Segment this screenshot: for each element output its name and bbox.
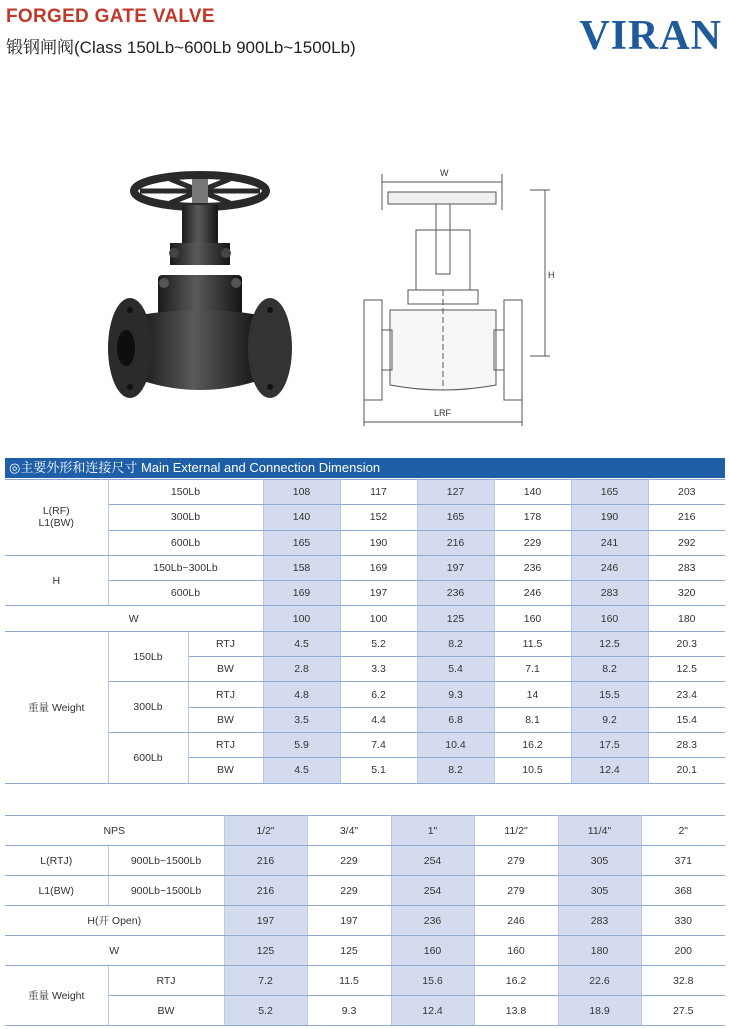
table-row <box>5 631 725 656</box>
value-cell: 4.8 <box>263 682 340 707</box>
value-cell: 3/4" <box>307 816 391 846</box>
value-cell: 216 <box>224 846 307 876</box>
value-cell: 6.8 <box>417 707 494 732</box>
value-cell: 160 <box>571 606 648 631</box>
value-cell: 20.1 <box>648 758 725 783</box>
row-label-width: W <box>5 606 263 631</box>
type-cell: BW <box>188 758 263 783</box>
class-cell: 300Lb <box>108 505 263 530</box>
value-cell: 283 <box>558 906 641 936</box>
table-row <box>5 996 725 1026</box>
value-cell: 236 <box>391 906 474 936</box>
value-cell: 229 <box>494 530 571 555</box>
value-cell: 152 <box>340 505 417 530</box>
value-cell: 12.5 <box>648 657 725 682</box>
value-cell: 292 <box>648 530 725 555</box>
h-dim-label: H <box>548 270 555 280</box>
class-cell: 600Lb <box>108 732 188 783</box>
type-cell: RTJ <box>188 682 263 707</box>
table-row <box>5 581 725 606</box>
value-cell: 100 <box>340 606 417 631</box>
value-cell: 320 <box>648 581 725 606</box>
value-cell: 279 <box>474 846 558 876</box>
value-cell: 7.2 <box>224 966 307 996</box>
value-cell: 117 <box>340 480 417 505</box>
value-cell: 12.4 <box>391 996 474 1026</box>
value-cell: 125 <box>224 936 307 966</box>
table-row <box>5 936 725 966</box>
value-cell: 140 <box>263 505 340 530</box>
value-cell: 203 <box>648 480 725 505</box>
value-cell: 5.4 <box>417 657 494 682</box>
page-title: FORGED GATE VALVE <box>6 6 215 27</box>
value-cell: 9.2 <box>571 707 648 732</box>
value-cell: 22.6 <box>558 966 641 996</box>
value-cell: 15.5 <box>571 682 648 707</box>
value-cell: 9.3 <box>417 682 494 707</box>
class-cell: 150Lb <box>108 631 188 682</box>
value-cell: 11/4" <box>558 816 641 846</box>
value-cell: 13.8 <box>474 996 558 1026</box>
value-cell: 246 <box>494 581 571 606</box>
section-heading: ◎主要外形和连接尺寸 Main External and Connection Dimension <box>5 458 725 478</box>
table-row <box>5 906 725 936</box>
table-row <box>5 606 725 631</box>
table-row <box>5 505 725 530</box>
value-cell: 305 <box>558 876 641 906</box>
value-cell: 246 <box>571 555 648 580</box>
value-cell: 127 <box>417 480 494 505</box>
value-cell: 241 <box>571 530 648 555</box>
value-cell: 283 <box>571 581 648 606</box>
value-cell: 229 <box>307 876 391 906</box>
value-cell: 125 <box>307 936 391 966</box>
value-cell: 9.3 <box>307 996 391 1026</box>
type-cell: BW <box>188 707 263 732</box>
value-cell: 160 <box>494 606 571 631</box>
w-dim-label: W <box>440 168 449 178</box>
value-cell: 10.5 <box>494 758 571 783</box>
value-cell: 368 <box>641 876 725 906</box>
value-cell: 160 <box>391 936 474 966</box>
value-cell: 371 <box>641 846 725 876</box>
type-cell: BW <box>108 996 224 1026</box>
table-row <box>5 816 725 846</box>
value-cell: 10.4 <box>417 732 494 757</box>
value-cell: 12.4 <box>571 758 648 783</box>
table-row <box>5 966 725 996</box>
value-cell: 2" <box>641 816 725 846</box>
row-label: L1(BW) <box>5 876 108 906</box>
value-cell: 8.2 <box>571 657 648 682</box>
value-cell: 283 <box>648 555 725 580</box>
value-cell: 236 <box>417 581 494 606</box>
table-row <box>5 555 725 580</box>
class-cell: 150Lb~300Lb <box>108 555 263 580</box>
row-label-length: L(RF) L1(BW) <box>5 480 108 556</box>
class-cell: 300Lb <box>108 682 188 733</box>
value-cell: 5.2 <box>340 631 417 656</box>
row-label: H(开 Open) <box>5 906 224 936</box>
value-cell: 197 <box>340 581 417 606</box>
value-cell: 197 <box>307 906 391 936</box>
value-cell: 15.6 <box>391 966 474 996</box>
value-cell: 32.8 <box>641 966 725 996</box>
value-cell: 23.4 <box>648 682 725 707</box>
value-cell: 165 <box>417 505 494 530</box>
value-cell: 1/2" <box>224 816 307 846</box>
value-cell: 1" <box>391 816 474 846</box>
value-cell: 305 <box>558 846 641 876</box>
table-row <box>5 846 725 876</box>
value-cell: 8.2 <box>417 631 494 656</box>
class-cell: 600Lb <box>108 581 263 606</box>
value-cell: 11.5 <box>307 966 391 996</box>
dimension-drawing <box>350 160 570 430</box>
value-cell: 8.1 <box>494 707 571 732</box>
row-label-height: H <box>5 555 108 606</box>
value-cell: 16.2 <box>474 966 558 996</box>
value-cell: 5.9 <box>263 732 340 757</box>
value-cell: 169 <box>263 581 340 606</box>
table-row <box>5 682 725 707</box>
value-cell: 229 <box>307 846 391 876</box>
table-row <box>5 732 725 757</box>
value-cell: 197 <box>417 555 494 580</box>
page-subtitle: 锻钢闸阀(Class 150Lb~600Lb 900Lb~1500Lb) <box>6 38 356 57</box>
value-cell: 160 <box>474 936 558 966</box>
value-cell: 6.2 <box>340 682 417 707</box>
value-cell: 236 <box>494 555 571 580</box>
value-cell: 11/2" <box>474 816 558 846</box>
table-row <box>5 530 725 555</box>
value-cell: 20.3 <box>648 631 725 656</box>
table-row <box>5 876 725 906</box>
row-label: W <box>5 936 224 966</box>
value-cell: 169 <box>340 555 417 580</box>
high-class-body <box>5 816 725 1026</box>
value-cell: 11.5 <box>494 631 571 656</box>
main-dimension-table <box>5 479 725 784</box>
value-cell: 197 <box>224 906 307 936</box>
type-cell: RTJ <box>108 966 224 996</box>
value-cell: 216 <box>224 876 307 906</box>
value-cell: 180 <box>558 936 641 966</box>
value-cell: 14 <box>494 682 571 707</box>
value-cell: 216 <box>417 530 494 555</box>
class-cell: 600Lb <box>108 530 263 555</box>
value-cell: 2.8 <box>263 657 340 682</box>
value-cell: 4.5 <box>263 758 340 783</box>
value-cell: 165 <box>263 530 340 555</box>
value-cell: 16.2 <box>494 732 571 757</box>
row-label-weight: 重量 Weight <box>5 966 108 1026</box>
value-cell: 165 <box>571 480 648 505</box>
value-cell: 4.5 <box>263 631 340 656</box>
table-row <box>5 480 725 505</box>
value-cell: 158 <box>263 555 340 580</box>
valve-photo <box>100 165 300 425</box>
main-dimension-body <box>5 480 725 784</box>
value-cell: 28.3 <box>648 732 725 757</box>
value-cell: 216 <box>648 505 725 530</box>
value-cell: 246 <box>474 906 558 936</box>
type-cell: BW <box>188 657 263 682</box>
value-cell: 3.5 <box>263 707 340 732</box>
value-cell: 18.9 <box>558 996 641 1026</box>
value-cell: 15.4 <box>648 707 725 732</box>
value-cell: 8.2 <box>417 758 494 783</box>
high-class-table <box>5 815 725 1026</box>
value-cell: 5.1 <box>340 758 417 783</box>
value-cell: 4.4 <box>340 707 417 732</box>
value-cell: 190 <box>340 530 417 555</box>
value-cell: 254 <box>391 846 474 876</box>
value-cell: 7.1 <box>494 657 571 682</box>
value-cell: 190 <box>571 505 648 530</box>
nps-label: NPS <box>5 816 224 846</box>
value-cell: 200 <box>641 936 725 966</box>
value-cell: 178 <box>494 505 571 530</box>
value-cell: 330 <box>641 906 725 936</box>
brand-logo: VIRAN <box>579 13 722 59</box>
value-cell: 7.4 <box>340 732 417 757</box>
type-cell: RTJ <box>188 732 263 757</box>
value-cell: 140 <box>494 480 571 505</box>
class-cell: 900Lb~1500Lb <box>108 846 224 876</box>
value-cell: 5.2 <box>224 996 307 1026</box>
value-cell: 27.5 <box>641 996 725 1026</box>
value-cell: 180 <box>648 606 725 631</box>
value-cell: 12.5 <box>571 631 648 656</box>
value-cell: 254 <box>391 876 474 906</box>
type-cell: RTJ <box>188 631 263 656</box>
row-label-weight: 重量 Weight <box>5 631 108 783</box>
l-dim-label: LRF <box>434 408 452 418</box>
value-cell: 3.3 <box>340 657 417 682</box>
value-cell: 17.5 <box>571 732 648 757</box>
value-cell: 279 <box>474 876 558 906</box>
value-cell: 108 <box>263 480 340 505</box>
value-cell: 100 <box>263 606 340 631</box>
class-cell: 150Lb <box>108 480 263 505</box>
value-cell: 125 <box>417 606 494 631</box>
row-label: L(RTJ) <box>5 846 108 876</box>
class-cell: 900Lb~1500Lb <box>108 876 224 906</box>
